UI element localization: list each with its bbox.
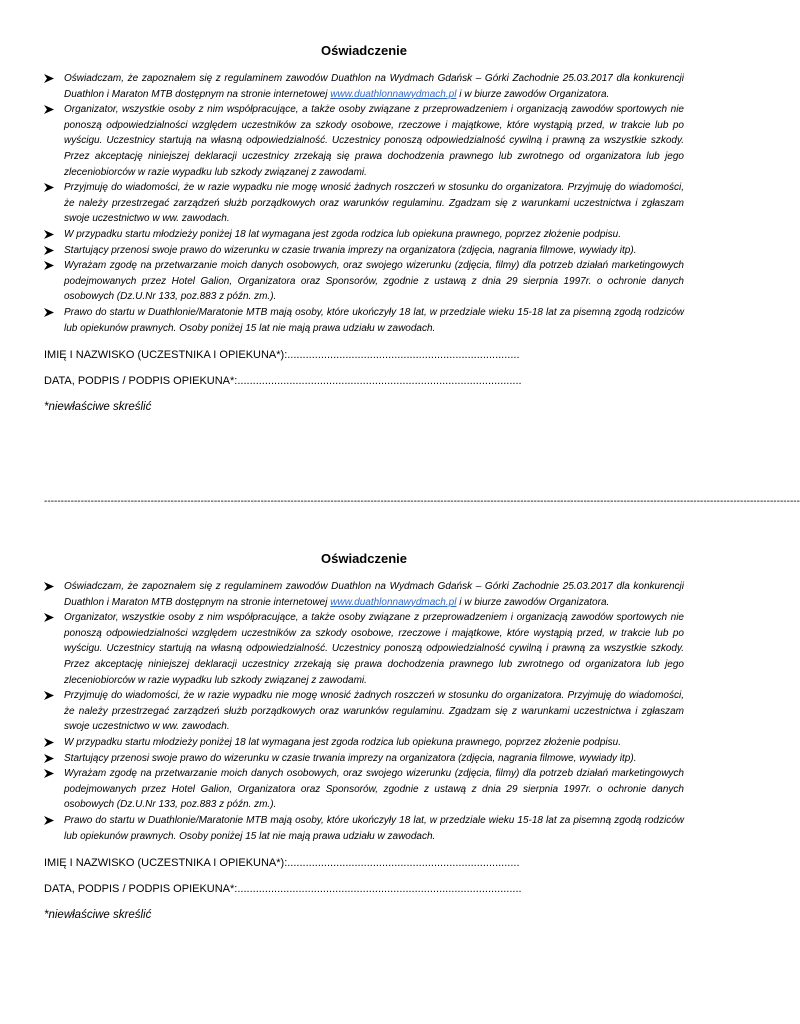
- arrow-bullet-icon: [44, 813, 60, 825]
- arrow-bullet-icon: [44, 305, 60, 317]
- arrow-bullet-icon: [44, 735, 60, 747]
- arrow-bullet-icon: [44, 579, 60, 591]
- declaration-list: [44, 71, 684, 336]
- declaration-list: [44, 579, 684, 844]
- arrow-bullet-icon: [44, 751, 60, 763]
- list-item: Przyjmuję do wiadomości, że w razie wypadku nie mogę wnosić żadnych roszczeń w stosunku do organizatora. Przyjmuję do wiadomości, że należy przestrzegać zarządzeń służb porządkowych oraz warunków regulaminu. Zgadzam się z warunkami uczestnictwa i zgłaszam swoje uczestnictwo w ww. zawodach.: [44, 180, 684, 227]
- arrow-bullet-icon: [44, 258, 60, 270]
- list-item: Organizator, wszystkie osoby z nim współpracujące, a także osoby związane z przeprowadzeniem i organizacją zawodów sportowych nie ponoszą odpowiedzialności względem uczestników za szkody osobowe, rzeczowe i majątkowe, które wystąpią przed, w trakcie lub po wyścigu. Uczestnicy startują na własną odpowiedzialność. Uczestnicy ponoszą odpowiedzialność cywilną i prawną za wszystkie szkody. Przez akceptację niniejszej deklaracji uczestnicy zrzekają się prawa dochodzenia prawnego lub zwrotnego od organizatora lub jego zleceniobiorców w razie wypadku lub szkody związanej z zawodami.: [44, 610, 684, 688]
- arrow-bullet-icon: [44, 610, 60, 622]
- cut-line-divider: -----------------------------------------------------------------------------------------------------------------------------------------------------------------------------------------------------------------------------------: [44, 496, 800, 507]
- page-title: Oświadczenie: [321, 551, 407, 566]
- name-field[interactable]: IMIĘ I NAZWISKO (UCZESTNIKA I OPIEKUNA*):............................................................................: [44, 857, 520, 870]
- arrow-bullet-icon: [44, 180, 60, 192]
- list-item: Przyjmuję do wiadomości, że w razie wypadku nie mogę wnosić żadnych roszczeń w stosunku do organizatora. Przyjmuję do wiadomości, że należy przestrzegać zarządzeń służb porządkowych oraz warunków regulaminu. Zgadzam się z warunkami uczestnictwa i zgłaszam swoje uczestnictwo w ww. zawodach.: [44, 688, 684, 735]
- signature-field[interactable]: DATA, PODPIS / PODPIS OPIEKUNA*:.............................................................................................: [44, 375, 522, 388]
- list-item: Prawo do startu w Duathlonie/Maratonie MTB mają osoby, które ukończyły 18 lat, w przedziale wieku 15-18 lat za pisemną zgodą rodziców lub opiekunów prawnych. Osoby poniżej 15 lat nie mają prawa udziału w zawodach.: [44, 813, 684, 844]
- arrow-bullet-icon: [44, 243, 60, 255]
- website-link[interactable]: www.duathlonnawydmach.pl: [330, 596, 457, 608]
- list-item: Prawo do startu w Duathlonie/Maratonie MTB mają osoby, które ukończyły 18 lat, w przedziale wieku 15-18 lat za pisemną zgodą rodziców lub opiekunów prawnych. Osoby poniżej 15 lat nie mają prawa udziału w zawodach.: [44, 305, 684, 336]
- declaration-section-1: [44, 42, 684, 415]
- list-item: Wyrażam zgodę na przetwarzanie moich danych osobowych, oraz swojego wizerunku (zdjęcia, filmy) dla potrzeb działań marketingowych podejmowanych przez Hotel Galion, Organizatora oraz Sponsorów, zgodnie z ustawą z dnia 29 sierpnia 1997r. o ochronie danych osobowych (Dz.U.Nr 133, poz.883 z późn. zm.).: [44, 258, 684, 305]
- list-item: Startujący przenosi swoje prawo do wizerunku w czasie trwania imprezy na organizatora (zdjęcia, nagrania filmowe, wywiady itp).: [44, 243, 684, 259]
- list-item: Oświadczam, że zapoznałem się z regulaminem zawodów Duathlon na Wydmach Gdańsk – Górki Zachodnie 25.03.2017 dla konkurencji Duathlon i Maraton MTB dostępnym na stronie internetowej www.duathlonnawydmach.pl i w biurze zawodów Organizatora.: [44, 579, 684, 610]
- name-field[interactable]: IMIĘ I NAZWISKO (UCZESTNIKA I OPIEKUNA*):............................................................................: [44, 349, 520, 362]
- list-item: Wyrażam zgodę na przetwarzanie moich danych osobowych, oraz swojego wizerunku (zdjęcia, filmy) dla potrzeb działań marketingowych podejmowanych przez Hotel Galion, Organizatora oraz Sponsorów, zgodnie z ustawą z dnia 29 sierpnia 1997r. o ochronie danych osobowych (Dz.U.Nr 133, poz.883 z późn. zm.).: [44, 766, 684, 813]
- website-link[interactable]: www.duathlonnawydmach.pl: [330, 88, 457, 100]
- footnote: *niewłaściwe skreślić: [44, 909, 152, 922]
- arrow-bullet-icon: [44, 227, 60, 239]
- page-title: Oświadczenie: [321, 43, 407, 58]
- list-item: Oświadczam, że zapoznałem się z regulaminem zawodów Duathlon na Wydmach Gdańsk – Górki Zachodnie 25.03.2017 dla konkurencji Duathlon i Maraton MTB dostępnym na stronie internetowej www.duathlonnawydmach.pl i w biurze zawodów Organizatora.: [44, 71, 684, 102]
- footnote: *niewłaściwe skreślić: [44, 401, 152, 414]
- arrow-bullet-icon: [44, 102, 60, 114]
- declaration-section-2: [44, 550, 684, 923]
- signature-field[interactable]: DATA, PODPIS / PODPIS OPIEKUNA*:.............................................................................................: [44, 883, 522, 896]
- list-item: Startujący przenosi swoje prawo do wizerunku w czasie trwania imprezy na organizatora (zdjęcia, nagrania filmowe, wywiady itp).: [44, 751, 684, 767]
- arrow-bullet-icon: [44, 71, 60, 83]
- list-item: W przypadku startu młodzieży poniżej 18 lat wymagana jest zgoda rodzica lub opiekuna prawnego, poprzez złożenie podpisu.: [44, 227, 684, 243]
- list-item: Organizator, wszystkie osoby z nim współpracujące, a także osoby związane z przeprowadzeniem i organizacją zawodów sportowych nie ponoszą odpowiedzialności względem uczestników za szkody osobowe, rzeczowe i majątkowe, które wystąpią przed, w trakcie lub po wyścigu. Uczestnicy startują na własną odpowiedzialność. Uczestnicy ponoszą odpowiedzialność cywilną i prawną za wszystkie szkody. Przez akceptację niniejszej deklaracji uczestnicy zrzekają się prawa dochodzenia prawnego lub zwrotnego od organizatora lub jego zleceniobiorców w razie wypadku lub szkody związanej z zawodami.: [44, 102, 684, 180]
- arrow-bullet-icon: [44, 688, 60, 700]
- arrow-bullet-icon: [44, 766, 60, 778]
- list-item: W przypadku startu młodzieży poniżej 18 lat wymagana jest zgoda rodzica lub opiekuna prawnego, poprzez złożenie podpisu.: [44, 735, 684, 751]
